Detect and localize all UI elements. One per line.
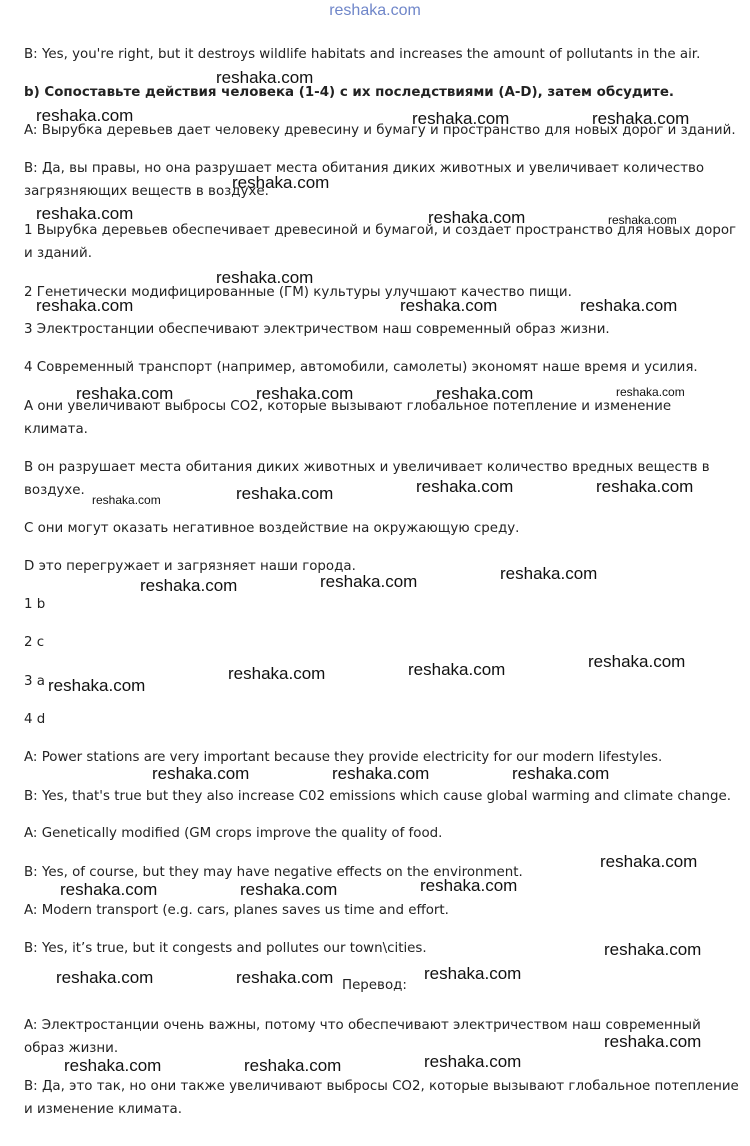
text-line: A: Электростанции очень важны, потому что обеспечивают электричеством наш современный	[24, 1018, 701, 1033]
watermark: reshaka.com	[76, 384, 174, 403]
watermark: reshaka.com	[36, 204, 134, 223]
text-line: A: Вырубка деревьев дает человеку древесину и бумагу и пространство для новых дорог и зданий.	[24, 123, 736, 138]
site-header-link[interactable]: reshaka.com	[329, 2, 421, 19]
watermark: reshaka.com	[48, 676, 146, 695]
text-line: B он разрушает места обитания диких животных и увеличивает количество вредных веществ в	[24, 460, 710, 475]
text-line: B: Yes, you're right, but it destroys wildlife habitats and increases the amount of pollutants in the air.	[24, 47, 701, 62]
watermark: reshaka.com	[320, 572, 418, 591]
text-line: 1 Вырубка деревьев обеспечивает древесиной и бумагой, и создает пространство для новых дорог	[24, 223, 737, 238]
watermark: reshaka.com	[332, 764, 430, 783]
watermark: reshaka.com	[92, 493, 161, 507]
text-line: B: Yes, that's true but they also increase C02 emissions which cause global warming and climate change.	[24, 789, 731, 804]
watermark: reshaka.com	[140, 576, 238, 595]
watermark: reshaka.com	[408, 660, 506, 679]
watermark: reshaka.com	[604, 940, 702, 959]
watermark: reshaka.com	[420, 876, 518, 895]
answer-line: 1 b	[24, 597, 46, 612]
watermark: reshaka.com	[216, 68, 314, 87]
watermark: reshaka.com	[416, 477, 514, 496]
watermark: reshaka.com	[256, 384, 354, 403]
watermark: reshaka.com	[424, 964, 522, 983]
watermark: reshaka.com	[580, 296, 678, 315]
text-line: B: Yes, of course, but they may have negative effects on the environment.	[24, 865, 523, 880]
watermark: reshaka.com	[152, 764, 250, 783]
watermark: reshaka.com	[236, 968, 334, 987]
watermark: reshaka.com	[216, 268, 314, 287]
text-line: 4 Современный транспорт (например, автомобили, самолеты) экономят наше время и усилия.	[24, 360, 698, 375]
text-line: B: Да, вы правы, но она разрушает места обитания диких животных и увеличивает количество	[24, 161, 705, 176]
watermark: reshaka.com	[512, 764, 610, 783]
text-line: загрязняющих веществ в воздухе.	[24, 184, 269, 199]
watermark: reshaka.com	[436, 384, 534, 403]
watermark: reshaka.com	[232, 173, 330, 192]
translation-label: Перевод:	[342, 978, 407, 993]
text-line: A они увеличивают выбросы CO2, которые вызывают глобальное потепление и изменение	[24, 399, 672, 414]
text-line: и изменение климата.	[24, 1102, 182, 1117]
watermark: reshaka.com	[228, 664, 326, 683]
text-line: 3 Электростанции обеспечивают электричеством наш современный образ жизни.	[24, 322, 610, 337]
text-line: и зданий.	[24, 246, 92, 261]
task-heading: b) Сопоставьте действия человека (1-4) с их последствиями (A-D), затем обсудите.	[24, 85, 674, 100]
text-line: A: Modern transport (e.g. cars, planes saves us time and effort.	[24, 903, 449, 918]
text-line: A: Genetically modified (GM crops improve the quality of food.	[24, 826, 443, 841]
answer-line: 3 a	[24, 674, 45, 689]
watermark: reshaka.com	[400, 296, 498, 315]
watermark: reshaka.com	[64, 1056, 162, 1075]
text-line: воздухе.	[24, 483, 85, 498]
watermark: reshaka.com	[56, 968, 154, 987]
watermark: reshaka.com	[244, 1056, 342, 1075]
text-line: образ жизни.	[24, 1041, 119, 1056]
watermark: reshaka.com	[500, 564, 598, 583]
answer-line: 2 c	[24, 635, 45, 650]
watermark: reshaka.com	[412, 109, 510, 128]
text-line: C они могут оказать негативное воздействие на окружающую среду.	[24, 521, 520, 536]
answer-line: 4 d	[24, 712, 46, 727]
watermark: reshaka.com	[600, 852, 698, 871]
watermark: reshaka.com	[36, 296, 134, 315]
text-line: D это перегружает и загрязняет наши города.	[24, 559, 356, 574]
watermark: reshaka.com	[60, 880, 158, 899]
watermark: reshaka.com	[604, 1032, 702, 1051]
watermark: reshaka.com	[616, 385, 685, 399]
watermark: reshaka.com	[596, 477, 694, 496]
watermark: reshaka.com	[592, 109, 690, 128]
watermark: reshaka.com	[608, 213, 677, 227]
watermark: reshaka.com	[428, 208, 526, 227]
watermark: reshaka.com	[240, 880, 338, 899]
watermark: reshaka.com	[424, 1052, 522, 1071]
text-line: A: Power stations are very important because they provide electricity for our modern lifestyles.	[24, 750, 663, 765]
watermark: reshaka.com	[588, 652, 686, 671]
watermark: reshaka.com	[236, 484, 334, 503]
watermark: reshaka.com	[36, 106, 134, 125]
text-line: B: Да, это так, но они также увеличивают выбросы CO2, которые вызывают глобальное потепление	[24, 1079, 739, 1094]
text-line: климата.	[24, 422, 88, 437]
text-line: B: Yes, it’s true, but it congests and pollutes our town\cities.	[24, 941, 427, 956]
text-line: 2 Генетически модифицированные (ГМ) культуры улучшают качество пищи.	[24, 285, 572, 300]
